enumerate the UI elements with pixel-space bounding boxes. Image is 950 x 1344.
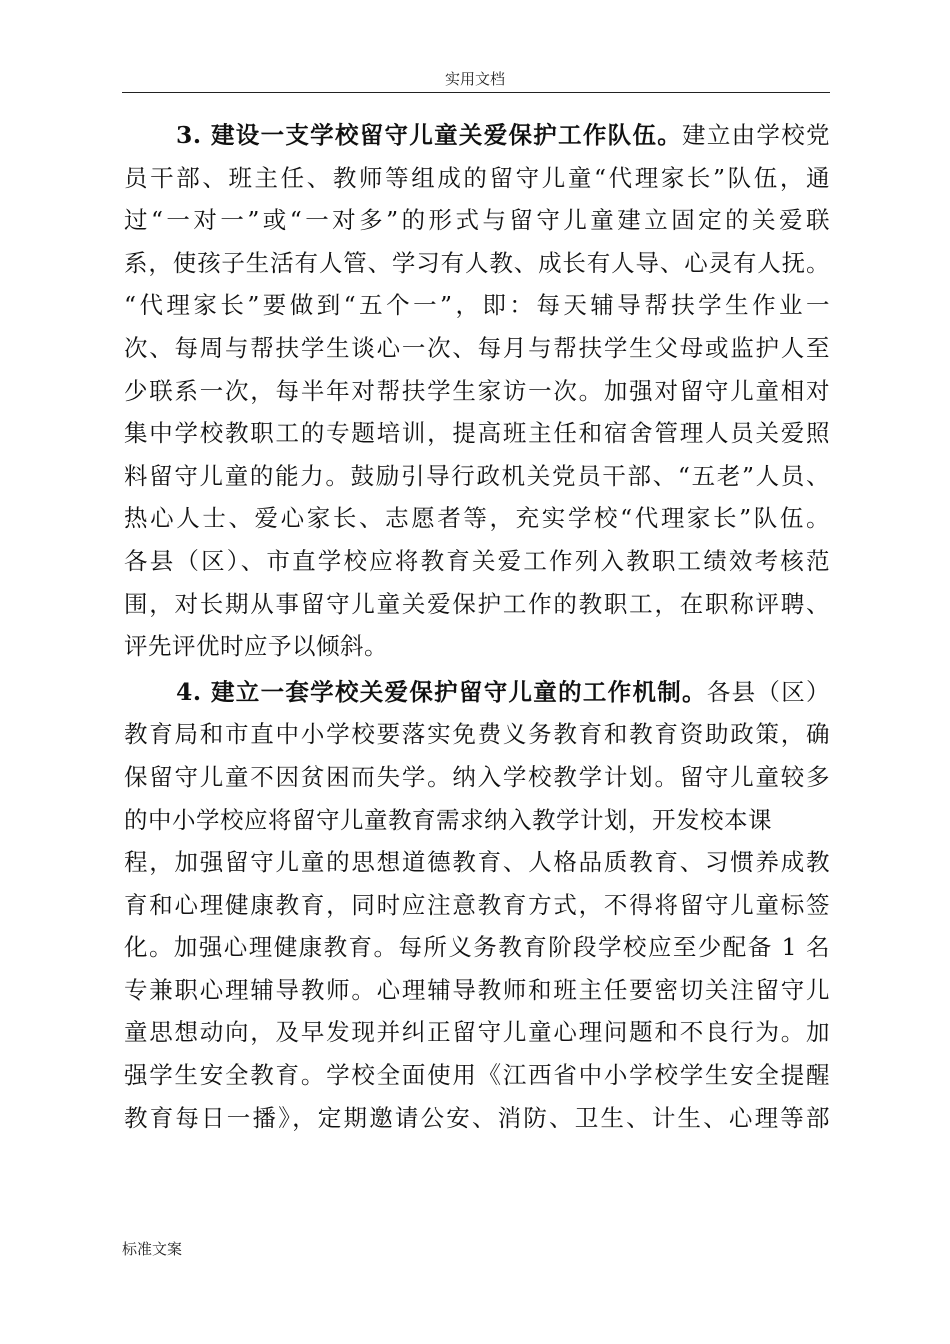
header-divider [122,92,830,93]
paragraph-line: 强学生安全教育。学校全面使用《江西省中小学校学生安全提醒 [124,1061,830,1090]
paragraph-1-text: 建立由学校党 [682,121,831,149]
paragraph-2-text: 各县（区） [706,677,831,706]
paragraph-2-heading: 4. 建立一套学校关爱保护留守儿童的工作机制。 [176,677,707,706]
paragraph-line: 员干部、班主任、教师等组成的留守儿童“代理家长”队伍，通 [124,163,830,192]
paragraph-line: 集中学校教职工的专题培训，提高班主任和宿舍管理人员关爱照 [124,419,830,448]
paragraph-line: 程，加强留守儿童的思想道德教育、人格品质教育、习惯养成教 [124,848,830,877]
paragraph-line: 化。加强心理健康教育。每所义务教育阶段学校应至少配备 1 名 [124,933,830,962]
page-footer: 标准文案 [122,1240,183,1258]
paragraph-line: 童思想动向，及早发现并纠正留守儿童心理问题和不良行为。加 [124,1018,830,1047]
paragraph-line: 系，使孩子生活有人管、学习有人教、成长有人导、心灵有人抚。 [124,248,830,277]
paragraph-2-line-1 [124,671,830,714]
paragraph-line: 的中小学校应将留守儿童教育需求纳入教学计划，开发校本课 [124,805,772,834]
paragraph-line: 专兼职心理辅导教师。心理辅导教师和班主任要密切关注留守儿 [124,975,830,1004]
document-body [124,114,830,1139]
paragraph-line: 保留守儿童不因贫困而失学。纳入学校教学计划。留守儿童较多 [124,762,830,791]
paragraph-line: 评先评优时应予以倾斜。 [124,632,388,661]
paragraph-line: 围，对长期从事留守儿童关爱保护工作的教职工，在职称评聘、 [124,589,830,618]
paragraph-line: 次、每周与帮扶学生谈心一次、每月与帮扶学生父母或监护人至 [124,333,830,362]
paragraph-line: 过“一对一”或“一对多”的形式与留守儿童建立固定的关爱联 [124,206,830,235]
paragraph-1-heading: 3. 建设一支学校留守儿童关爱保护工作队伍。 [176,121,683,149]
paragraph-line: 教育局和市直中小学校要落实免费义务教育和教育资助政策，确 [124,720,830,749]
paragraph-line: 教育每日一播》，定期邀请公安、消防、卫生、计生、心理等部 [124,1103,830,1132]
paragraph-line: 各县（区）、市直学校应将教育关爱工作列入教职工绩效考核范 [124,546,830,575]
paragraph-line: “代理家长”要做到“五个一”，即：每天辅导帮扶学生作业一 [124,291,830,320]
paragraph-line: 料留守儿童的能力。鼓励引导行政机关党员干部、“五老”人员、 [124,461,830,490]
paragraph-line: 育和心理健康教育，同时应注意教育方式，不得将留守儿童标签 [124,890,830,919]
paragraph-line: 少联系一次，每半年对帮扶学生家访一次。加强对留守儿童相对 [124,376,830,405]
paragraph-1-line-1 [124,114,830,157]
paragraph-line: 热心人士、爱心家长、志愿者等，充实学校“代理家长”队伍。 [124,504,830,533]
page-header: 实用文档 [444,70,505,88]
